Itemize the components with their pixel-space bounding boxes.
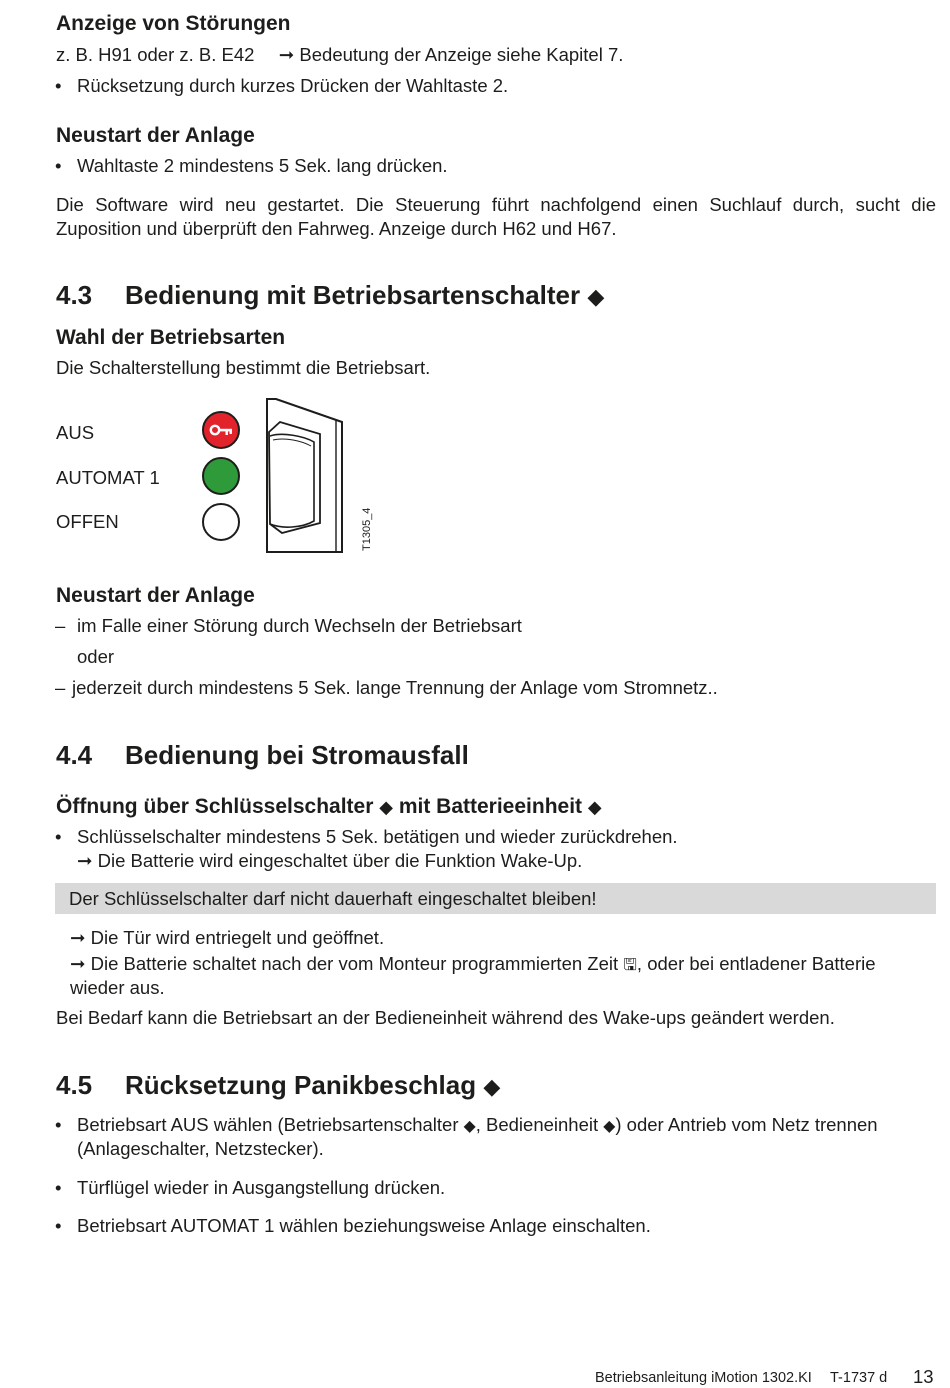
mode-indicator-aus — [202, 411, 240, 449]
bullet-icon: • — [55, 155, 62, 176]
section-number: 4.3 — [56, 280, 93, 310]
diamond-icon: ◆ — [603, 1118, 616, 1135]
sec44-arrow3-end: , oder bei entladener Batterie — [636, 953, 876, 974]
restart2-oder: oder — [77, 646, 115, 667]
sec43-subheading: Wahl der Betriebsarten — [56, 326, 286, 349]
bullet-icon: • — [55, 1177, 62, 1198]
warning-note-text: Der Schlüsselschalter darf nicht dauerhaft eingeschaltet bleiben! — [69, 888, 597, 909]
mode-label-automat: AUTOMAT 1 — [56, 467, 160, 488]
figure-id: T1305_4 — [361, 507, 373, 551]
section-title: Rücksetzung Panikbeschlag — [125, 1070, 477, 1100]
save-icon: 🖫 — [623, 955, 637, 974]
diamond-icon: ◆ — [379, 797, 393, 817]
sec44-subheading-a: Öffnung über Schlüsselschalter — [56, 795, 374, 818]
mode-label-offen: OFFEN — [56, 511, 119, 532]
mode-indicator-offen — [202, 503, 240, 541]
sec44-bullet1: Schlüsselschalter mindestens 5 Sek. betätigen und wieder zurückdrehen. — [77, 826, 678, 847]
restart1-bullet1: Wahltaste 2 mindestens 5 Sek. lang drücken. — [77, 155, 448, 176]
diamond-icon: ◆ — [587, 797, 602, 817]
section-number: 4.5 — [56, 1070, 93, 1100]
sec45-bullet1-a: Betriebsart AUS wählen (Betriebsartenschalter — [77, 1114, 459, 1135]
arrow-icon: ➞ — [70, 953, 86, 974]
section-4-3-heading — [56, 280, 604, 311]
sec44-subheading-b: mit Batterieeinheit — [398, 795, 583, 818]
faults-bullet1: Rücksetzung durch kurzes Drücken der Wahltaste 2. — [77, 75, 509, 96]
faults-codes: z. B. H91 oder z. B. E42 — [56, 44, 255, 65]
sec44-arrow1-text: Die Batterie wird eingeschaltet über die Funktion Wake-Up. — [97, 850, 583, 871]
section-4-5-heading — [56, 1070, 500, 1101]
mode-indicator-automat — [202, 457, 240, 495]
dash-icon: – — [55, 677, 66, 698]
bullet-icon: • — [55, 826, 62, 847]
dash-icon: – — [55, 615, 66, 636]
footer-document-title: Betriebsanleitung iMotion 1302.KI — [595, 1370, 812, 1386]
sec45-bullet1 — [77, 1114, 878, 1136]
restart2-heading: Neustart der Anlage — [56, 584, 255, 607]
bullet-icon: • — [55, 75, 62, 96]
sec45-bullet1-c: ) oder Antrieb vom Netz trennen — [615, 1114, 878, 1135]
faults-heading: Anzeige von Störungen — [56, 12, 291, 35]
sec44-arrow3-text: Die Batterie schaltet nach der vom Monteur programmierten Zeit — [90, 953, 619, 974]
arrow-icon: ➞ — [70, 927, 86, 948]
bullet-icon: • — [55, 1114, 62, 1135]
diamond-icon: ◆ — [483, 1074, 501, 1099]
restart2-item1: im Falle einer Störung durch Wechseln der Betriebsart — [77, 615, 522, 636]
page-number: 13 — [913, 1366, 934, 1387]
diamond-icon: ◆ — [587, 284, 605, 309]
restart1-heading: Neustart der Anlage — [56, 124, 255, 147]
sec44-subheading — [56, 795, 602, 819]
sec44-arrow2 — [70, 927, 384, 949]
section-title: Bedienung mit Betriebsartenschalter — [125, 280, 581, 310]
sec44-arrow3-cont: wieder aus. — [70, 977, 165, 998]
restart1-paragraph: Die Software wird neu gestartet. Die Steuerung führt nachfolgend einen Suchlauf durch, sucht die Zuposition und überprüft den Fahrweg. Anzeige durch H62 und H67. — [56, 194, 936, 239]
faults-line1 — [56, 44, 623, 66]
mode-label-aus: AUS — [56, 422, 95, 443]
arrow-icon: ➞ — [278, 44, 295, 65]
sec44-arrow1 — [77, 850, 582, 872]
sec44-arrow2-text: Die Tür wird entriegelt und geöffnet. — [90, 927, 385, 948]
footer-document-code: T-1737 d — [830, 1370, 888, 1386]
sec45-bullet3: Betriebsart AUTOMAT 1 wählen beziehungsweise Anlage einschalten. — [77, 1215, 651, 1236]
diamond-icon: ◆ — [463, 1118, 476, 1135]
section-title: Bedienung bei Stromausfall — [125, 740, 469, 770]
sec43-intro: Die Schalterstellung bestimmt die Betriebsart. — [56, 357, 431, 378]
key-icon — [204, 413, 238, 447]
sec44-paragraph: Bei Bedarf kann die Betriebsart an der Bedieneinheit während des Wake-ups geändert werden. — [56, 1007, 835, 1028]
warning-note — [55, 883, 936, 914]
section-4-4-heading — [56, 740, 469, 771]
sec45-bullet1-b: , Bedieneinheit — [475, 1114, 599, 1135]
restart2-item2: jederzeit durch mindestens 5 Sek. lange Trennung der Anlage vom Stromnetz.. — [72, 677, 718, 698]
section-number: 4.4 — [56, 740, 93, 770]
sec44-arrow3 — [70, 953, 876, 981]
sec45-bullet1-cont: (Anlageschalter, Netzstecker). — [77, 1138, 324, 1159]
bullet-icon: • — [55, 1215, 62, 1236]
arrow-icon: ➞ — [77, 850, 93, 871]
sec45-bullet2: Türflügel wieder in Ausgangstellung drücken. — [77, 1177, 446, 1198]
faults-reference: Bedeutung der Anzeige siehe Kapitel 7. — [299, 44, 624, 65]
